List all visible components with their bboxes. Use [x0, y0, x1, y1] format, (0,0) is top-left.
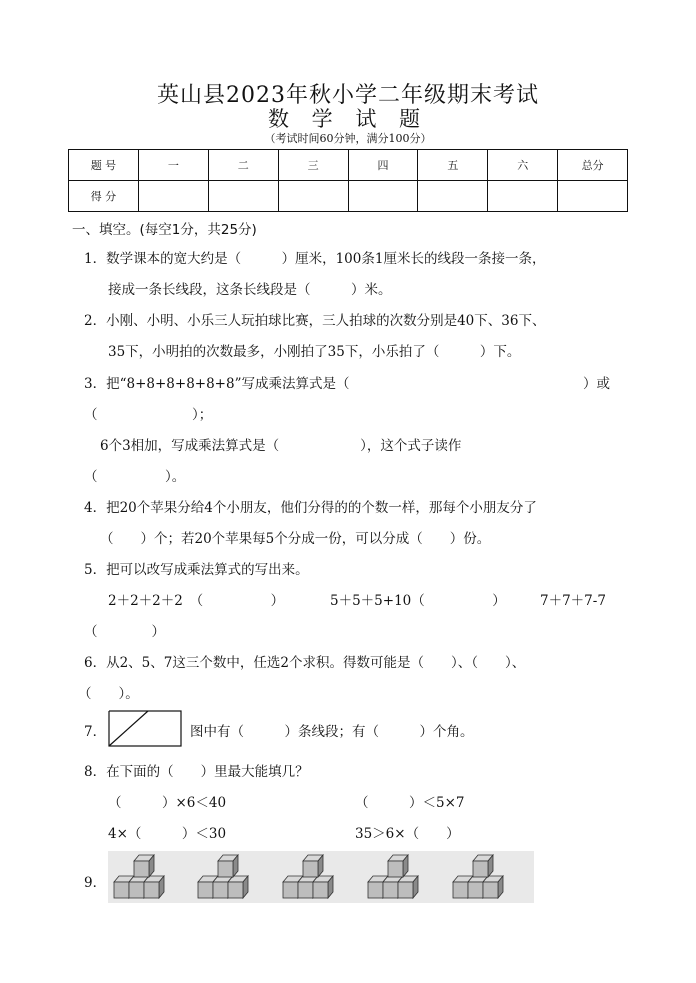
question-8-c: 4×（ ）＜30 — [108, 826, 227, 842]
question-6-line-1: 6．从2、5、7这三个数中，任选2个求积。得数可能是（ ）、（ ）、 — [84, 655, 526, 671]
table-cell: 二 — [208, 150, 278, 181]
figure-outline — [109, 711, 181, 746]
question-8-line-1: 8．在下面的（ ）里最大能填几？ — [84, 764, 309, 780]
score-input-cell[interactable] — [418, 181, 488, 212]
exam-title: 英山县2023年秋小学二年级期末考试 — [157, 83, 539, 108]
question-5-line-3: （ ） — [84, 624, 165, 640]
question-9-number: 9． — [84, 875, 107, 891]
question-8-d: 35＞6×（ ） — [355, 826, 460, 842]
triangle-rectangle-figure — [108, 710, 184, 748]
table-cell: 题 号 — [69, 150, 139, 181]
question-5-line-1: 5．把可以改写成乘法算式的写出来。 — [84, 562, 309, 578]
score-input-cell[interactable] — [138, 181, 208, 212]
exam-subtitle: 数 学 试 题 — [267, 107, 429, 131]
question-1-line-1: 1．数学课本的宽大约是（ ）厘米，100条1厘米长的线段一条接一条， — [84, 251, 546, 267]
score-input-cell[interactable] — [558, 181, 628, 212]
question-8-a: （ ）×6＜40 — [108, 795, 227, 811]
section-title: 一、填空。(每空1分，共25分) — [72, 222, 257, 238]
question-8-b: （ ）＜5×7 — [355, 795, 465, 811]
figure-diagonal-line — [109, 711, 148, 746]
score-table-header-row — [69, 150, 628, 181]
question-1-line-2: 接成一条长线段，这条长线段是（ ）米。 — [108, 282, 392, 298]
table-cell: 一 — [138, 150, 208, 181]
question-3-line-2: （ ）； — [84, 407, 213, 423]
cube-figures-panel — [108, 851, 534, 903]
table-cell: 得 分 — [69, 181, 139, 212]
question-3-line-4: （ ）。 — [84, 469, 186, 485]
question-7-text: 图中有（ ）条线段；有（ ）个角。 — [190, 724, 474, 740]
question-4-line-1: 4．把20个苹果分给4个小朋友，他们分得的的个数一样，那每个小朋友分了 — [84, 500, 537, 516]
table-cell: 五 — [418, 150, 488, 181]
table-cell: 六 — [488, 150, 558, 181]
table-cell: 总分 — [558, 150, 628, 181]
score-table-score-row — [69, 181, 628, 212]
question-3-line-1: 3．把“8+8+8+8+8+8”写成乘法算式是（ — [84, 376, 350, 392]
score-input-cell[interactable] — [208, 181, 278, 212]
question-3-line-1-end: ）或 — [583, 376, 610, 392]
question-3-line-3: 6个3相加，写成乘法算式是（ ），这个式子读作 — [100, 438, 462, 454]
table-cell: 三 — [278, 150, 348, 181]
figure-corner-mask — [108, 710, 109, 711]
question-5-expr-3: 7＋7＋7-7 — [540, 593, 606, 609]
score-input-cell[interactable] — [278, 181, 348, 212]
table-cell: 四 — [348, 150, 418, 181]
score-input-cell[interactable] — [348, 181, 418, 212]
question-2-line-2: 35下，小明拍的次数最多，小刚拍了35下，小乐拍了（ ）下。 — [108, 344, 521, 360]
question-7-number: 7． — [84, 724, 107, 740]
question-5-expr-1: 2＋2＋2＋2 （ ） — [108, 593, 285, 609]
score-input-cell[interactable] — [488, 181, 558, 212]
question-2-line-1: 2．小刚、小明、小乐三人玩拍球比赛，三人拍球的次数分别是40下、36下、 — [84, 313, 546, 329]
score-table — [68, 149, 628, 212]
question-5-expr-2: 5＋5＋5+10（ ） — [330, 593, 506, 609]
exam-note: （考试时间60分钟，满分100分） — [264, 132, 432, 145]
question-6-line-2: （ ）。 — [78, 686, 139, 702]
question-4-line-2: （ ）个；若20个苹果每5个分成一份，可以分成（ ）份。 — [100, 531, 491, 547]
